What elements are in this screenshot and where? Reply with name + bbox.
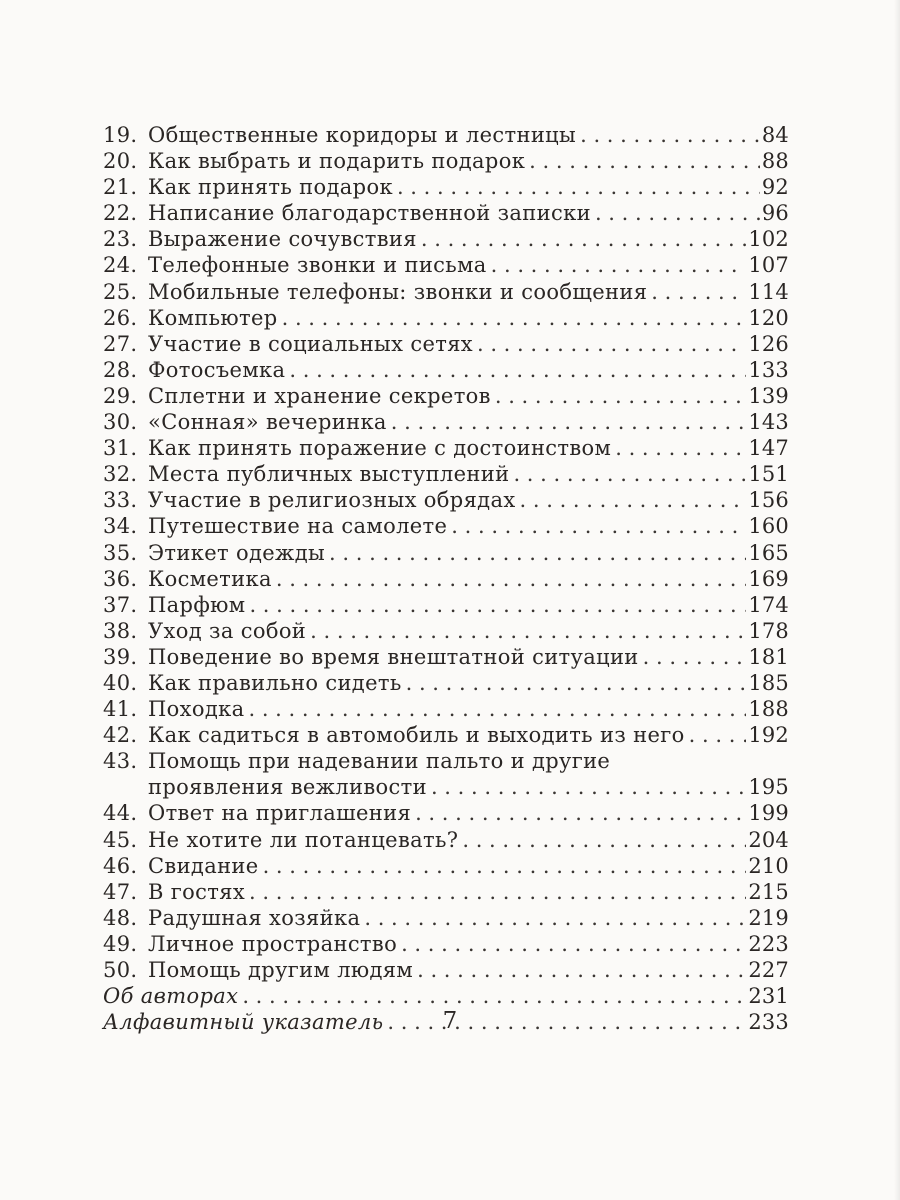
entry-page: 192 xyxy=(748,723,789,748)
entry-number: 40. xyxy=(103,670,138,695)
entry-page: 133 xyxy=(748,357,789,382)
entry-title-line-2: проявления вежливости xyxy=(148,775,427,800)
entry-number: 43. xyxy=(103,749,138,774)
entry-number: 47. xyxy=(103,879,138,904)
dot-leader xyxy=(491,252,747,278)
entry-title: Парфюм xyxy=(148,592,246,617)
entry-page: 88 xyxy=(761,149,789,174)
entry-title: Общественные коридоры и лестницы xyxy=(148,123,577,147)
dot-leader xyxy=(417,957,746,983)
toc-entry-28[interactable] xyxy=(103,357,789,383)
entry-number: 39. xyxy=(103,644,138,669)
entry-title: Уход за собой xyxy=(148,618,307,643)
table-of-contents xyxy=(103,122,789,1035)
entry-number: 49. xyxy=(103,931,138,956)
dot-leader xyxy=(520,487,747,513)
entry-number: 32. xyxy=(103,462,138,487)
entry-page: 185 xyxy=(748,670,789,695)
dot-leader xyxy=(495,383,746,409)
toc-entry-23[interactable] xyxy=(103,226,789,252)
dot-leader xyxy=(401,931,746,957)
toc-entry-41[interactable] xyxy=(103,696,789,722)
toc-entry-22[interactable] xyxy=(103,200,789,226)
toc-entry-35[interactable] xyxy=(103,540,789,566)
dot-leader xyxy=(406,670,747,696)
entry-title: Путешествие на самолете xyxy=(148,514,448,539)
toc-entry-36[interactable] xyxy=(103,566,789,592)
dot-leader xyxy=(276,566,746,592)
entry-number: 24. xyxy=(103,253,138,278)
entry-number: 44. xyxy=(103,801,138,826)
entry-page: 195 xyxy=(748,775,789,800)
entry-title: Походка xyxy=(148,697,245,722)
entry-title: Об авторах xyxy=(103,984,239,1009)
toc-entry-30[interactable] xyxy=(103,409,789,435)
entry-title: Места публичных выступлений xyxy=(148,462,510,487)
entry-title: Поведение во время внештатной ситуации xyxy=(148,644,639,669)
entry-page: 107 xyxy=(748,253,789,278)
dot-leader xyxy=(249,879,746,905)
entry-title: Участие в социальных сетях xyxy=(148,331,473,356)
toc-entry-42[interactable] xyxy=(103,722,789,748)
entry-page: 120 xyxy=(748,305,789,330)
toc-entry-47[interactable] xyxy=(103,879,789,905)
dot-leader xyxy=(263,853,747,879)
entry-number: 37. xyxy=(103,592,138,617)
entry-page: 84 xyxy=(761,123,789,147)
entry-page: 96 xyxy=(761,201,789,226)
toc-entry-32[interactable] xyxy=(103,461,789,487)
entry-title: Участие в религиозных обрядах xyxy=(148,488,516,513)
entry-number: 33. xyxy=(103,488,138,513)
entry-title: Мобильные телефоны: звонки и сообщения xyxy=(148,279,648,304)
entry-title: Личное пространство xyxy=(148,931,398,956)
dot-leader xyxy=(242,983,746,1009)
dot-leader xyxy=(249,592,746,618)
entry-title: Как выбрать и подарить подарок xyxy=(148,149,526,174)
dot-leader xyxy=(282,305,747,331)
entry-page: 188 xyxy=(748,697,789,722)
entry-number: 31. xyxy=(103,436,138,461)
entry-number: 48. xyxy=(103,905,138,930)
entry-number: 41. xyxy=(103,697,138,722)
entry-page: 215 xyxy=(748,879,789,904)
entry-page: 181 xyxy=(748,644,789,669)
toc-entry-40[interactable] xyxy=(103,670,789,696)
dot-leader xyxy=(529,148,760,174)
entry-page: 102 xyxy=(748,227,789,252)
entry-number: 35. xyxy=(103,540,138,565)
entry-page: 139 xyxy=(748,383,789,408)
toc-entry-49[interactable] xyxy=(103,931,789,957)
entry-title: Сплетни и хранение секретов xyxy=(148,383,491,408)
toc-entry-38[interactable] xyxy=(103,618,789,644)
dot-leader xyxy=(415,800,746,826)
entry-number: 38. xyxy=(103,618,138,643)
entry-page: 92 xyxy=(761,175,789,200)
dot-leader xyxy=(477,331,746,357)
entry-page: 165 xyxy=(748,540,789,565)
entry-title: Выражение сочувствия xyxy=(148,227,417,252)
entry-page: 204 xyxy=(748,827,789,852)
entry-title: Как принять поражение с достоинством xyxy=(148,436,612,461)
entry-page: 219 xyxy=(748,905,789,930)
toc-entry-34[interactable] xyxy=(103,513,789,539)
dot-leader xyxy=(689,722,747,748)
entry-number: 27. xyxy=(103,331,138,356)
dot-leader xyxy=(289,357,746,383)
entry-number: 29. xyxy=(103,383,138,408)
entry-page: 151 xyxy=(748,462,789,487)
entry-number: 23. xyxy=(103,227,138,252)
entry-title: Радушная хозяйка xyxy=(148,905,361,930)
entry-page: 231 xyxy=(748,984,789,1009)
entry-title-line-1: Помощь при надевании пальто и другие xyxy=(148,749,611,774)
entry-page: 199 xyxy=(748,801,789,826)
entry-title: В гостях xyxy=(148,879,246,904)
toc-entry-45[interactable] xyxy=(103,827,789,853)
entry-title: Как садиться в автомобиль и выходить из него xyxy=(148,723,685,748)
toc-entry-20[interactable] xyxy=(103,148,789,174)
entry-title: Не хотите ли потанцевать? xyxy=(148,827,459,852)
dot-leader xyxy=(248,696,746,722)
entry-number: 36. xyxy=(103,566,138,591)
entry-page: 210 xyxy=(748,853,789,878)
toc-entry-26[interactable] xyxy=(103,305,789,331)
entry-page: 147 xyxy=(748,436,789,461)
entry-title: «Сонная» вечеринка xyxy=(148,410,387,435)
dot-leader xyxy=(651,279,746,305)
entry-line-2 xyxy=(103,774,789,800)
entry-title: Компьютер xyxy=(148,305,278,330)
toc-entry-37[interactable] xyxy=(103,592,789,618)
dot-leader xyxy=(391,409,747,435)
entry-number: 45. xyxy=(103,827,138,852)
toc-entry-25[interactable] xyxy=(103,279,789,305)
entry-number: 25. xyxy=(103,279,138,304)
entry-page: 174 xyxy=(748,592,789,617)
toc-entry-39[interactable] xyxy=(103,644,789,670)
dot-leader xyxy=(462,827,746,853)
toc-entry-31[interactable] xyxy=(103,435,789,461)
entry-page: 223 xyxy=(748,931,789,956)
entry-page: 233 xyxy=(748,1010,789,1035)
entry-number: 50. xyxy=(103,958,138,982)
toc-entry-50[interactable] xyxy=(103,957,789,983)
entry-title: Помощь другим людям xyxy=(148,958,414,982)
toc-entry-24[interactable] xyxy=(103,252,789,278)
toc-entry-48[interactable] xyxy=(103,905,789,931)
entry-page: 227 xyxy=(748,958,789,982)
entry-title: Этикет одежды xyxy=(148,540,326,565)
entry-title: Свидание xyxy=(148,853,259,878)
entry-title: Ответ на приглашения xyxy=(148,801,412,826)
entry-number: 20. xyxy=(103,149,138,174)
entry-title: Написание благодарственной записки xyxy=(148,201,591,226)
entry-number: 28. xyxy=(103,357,138,382)
page-number: 7 xyxy=(442,1008,458,1034)
entry-page: 156 xyxy=(748,488,789,513)
dot-leader xyxy=(329,540,746,566)
entry-number: 34. xyxy=(103,514,138,539)
toc-entry-33[interactable] xyxy=(103,487,789,513)
dot-leader xyxy=(643,644,747,670)
toc-entry-46[interactable] xyxy=(103,853,789,879)
dot-leader xyxy=(615,435,746,461)
entry-title: Алфавитный указатель xyxy=(103,1010,384,1035)
dot-leader xyxy=(421,226,746,252)
toc-entry-43[interactable] xyxy=(103,748,789,800)
entry-number: 46. xyxy=(103,853,138,878)
dot-leader xyxy=(451,513,746,539)
dot-leader xyxy=(513,461,746,487)
toc-entry-44[interactable] xyxy=(103,800,789,826)
dot-leader xyxy=(310,618,746,644)
toc-entry-29[interactable] xyxy=(103,383,789,409)
toc-entry-21[interactable] xyxy=(103,174,789,200)
dot-leader xyxy=(397,174,760,200)
entry-line-1 xyxy=(103,748,789,774)
entry-page: 126 xyxy=(748,331,789,356)
entry-title: Телефонные звонки и письма xyxy=(148,253,487,278)
dot-leader xyxy=(431,774,746,800)
entry-title: Фотосъемка xyxy=(148,357,286,382)
entry-page: 178 xyxy=(748,618,789,643)
entry-page: 169 xyxy=(748,566,789,591)
dot-leader xyxy=(580,122,760,148)
entry-number: 22. xyxy=(103,201,138,226)
entry-number: 42. xyxy=(103,723,138,748)
entry-page: 160 xyxy=(748,514,789,539)
entry-number: 26. xyxy=(103,305,138,330)
toc-entry-19[interactable] xyxy=(103,122,789,148)
dot-leader xyxy=(364,905,746,931)
entry-page: 143 xyxy=(748,410,789,435)
toc-entry-about-authors[interactable] xyxy=(103,983,789,1009)
entry-title: Косметика xyxy=(148,566,272,591)
entry-number: 30. xyxy=(103,410,138,435)
entry-number: 21. xyxy=(103,175,138,200)
entry-title: Как правильно сидеть xyxy=(148,670,402,695)
entry-number: 19. xyxy=(103,123,138,147)
entry-title: Как принять подарок xyxy=(148,175,393,200)
entry-page: 114 xyxy=(748,279,789,304)
toc-entry-27[interactable] xyxy=(103,331,789,357)
dot-leader xyxy=(595,200,760,226)
